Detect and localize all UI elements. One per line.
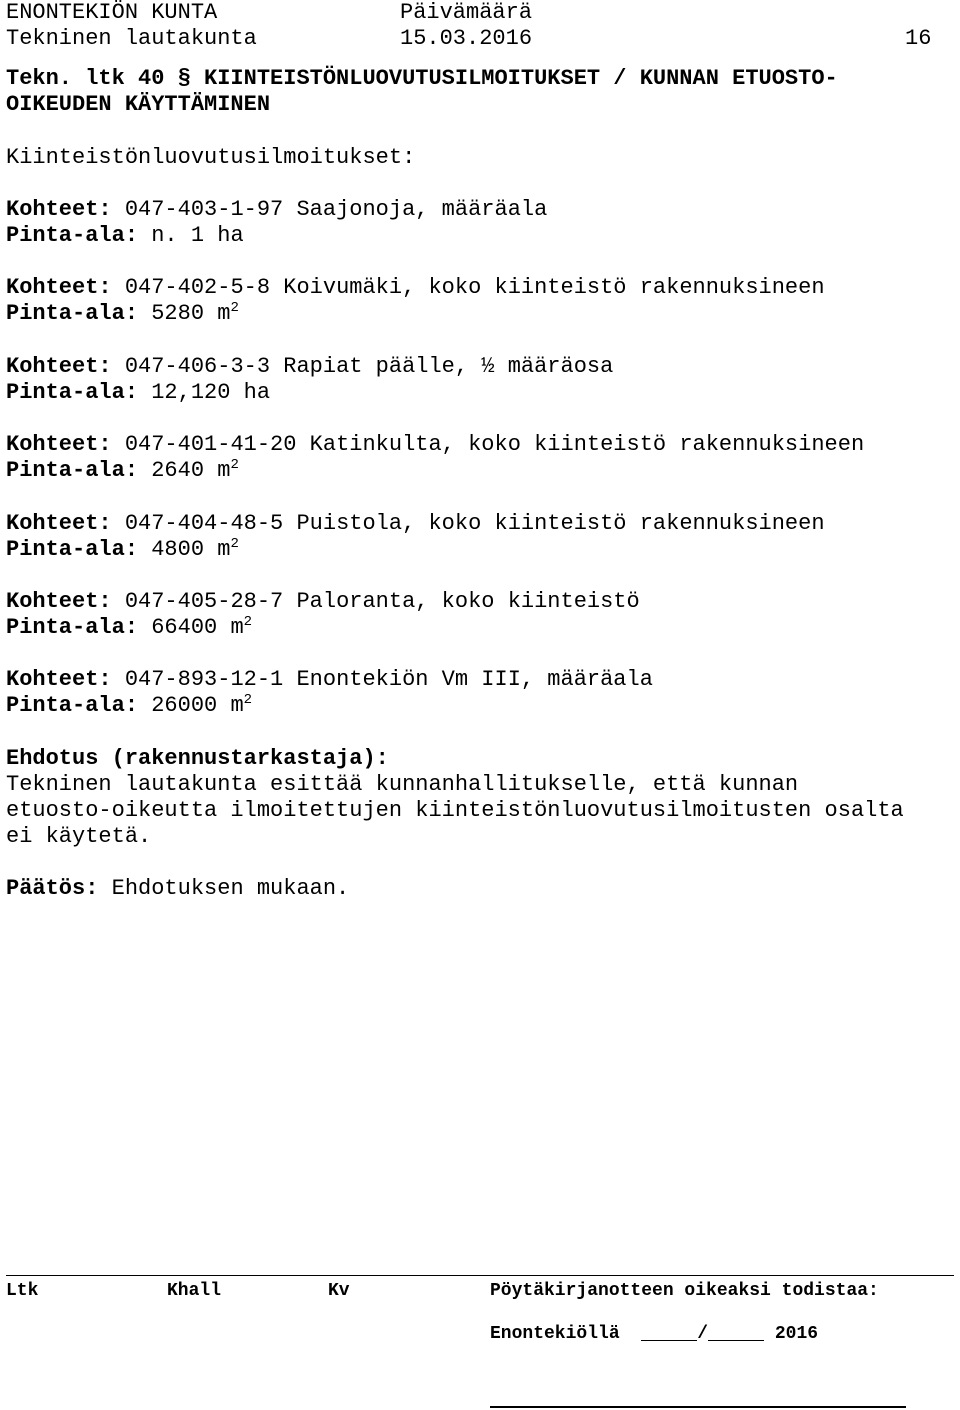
property-entry bbox=[6, 511, 825, 563]
property-entry bbox=[6, 354, 613, 406]
target-label: Kohteet: bbox=[6, 354, 112, 379]
footer-date-line bbox=[490, 1321, 818, 1347]
property-entry bbox=[6, 589, 640, 641]
target-value: 047-401-41-20 Katinkulta, koko kiinteistö rakennuksineen bbox=[124, 432, 865, 457]
area-label: Pinta-ala: bbox=[6, 223, 139, 248]
proposal-section bbox=[6, 746, 904, 850]
target-label: Kohteet: bbox=[6, 197, 112, 222]
area-label: Pinta-ala: bbox=[6, 301, 139, 326]
section-title-line2: OIKEUDEN KÄYTTÄMINEN bbox=[6, 92, 271, 117]
area-label: Pinta-ala: bbox=[6, 537, 139, 562]
footer-slash: / bbox=[697, 1324, 709, 1344]
property-entry bbox=[6, 197, 547, 249]
square-superscript: 2 bbox=[243, 692, 253, 708]
square-superscript: 2 bbox=[230, 457, 239, 473]
target-value: 047-404-48-5 Puistola, koko kiinteistö rakennuksineen bbox=[124, 511, 825, 536]
footer-divider bbox=[6, 1275, 954, 1276]
area-value: 5280 m bbox=[151, 301, 231, 326]
property-entry bbox=[6, 667, 653, 719]
square-superscript: 2 bbox=[230, 536, 239, 552]
proposal-label: Ehdotus (rakennustarkastaja): bbox=[6, 746, 389, 771]
proposal-text-line1: Tekninen lautakunta esittää kunnanhallitukselle, että kunnan bbox=[6, 772, 799, 797]
area-value: 26000 m bbox=[151, 693, 244, 718]
day-blank bbox=[641, 1322, 697, 1341]
target-value: 047-406-3-3 Rapiat päälle, ½ määräosa bbox=[124, 354, 614, 379]
decision-text: Ehdotuksen mukaan. bbox=[111, 876, 350, 901]
area-label: Pinta-ala: bbox=[6, 693, 139, 718]
month-blank bbox=[708, 1322, 764, 1341]
target-value: 047-405-28-7 Paloranta, koko kiinteistö bbox=[124, 589, 640, 614]
target-value: 047-893-12-1 Enontekiön Vm III, määräala bbox=[124, 667, 653, 692]
property-entry bbox=[6, 275, 825, 327]
area-label: Pinta-ala: bbox=[6, 615, 139, 640]
target-label: Kohteet: bbox=[6, 275, 112, 300]
board-name: Tekninen lautakunta bbox=[6, 26, 257, 51]
area-value: 66400 m bbox=[151, 615, 244, 640]
area-value: 12,120 ha bbox=[151, 380, 271, 405]
area-label: Pinta-ala: bbox=[6, 458, 139, 483]
decision-label: Päätös: bbox=[6, 876, 99, 901]
footer-place: Enontekiöllä bbox=[490, 1324, 620, 1344]
square-superscript: 2 bbox=[230, 300, 239, 316]
footer-khall: Khall bbox=[167, 1281, 222, 1301]
signature-line bbox=[490, 1406, 906, 1408]
target-label: Kohteet: bbox=[6, 667, 112, 692]
target-label: Kohteet: bbox=[6, 511, 112, 536]
page-number: 16 bbox=[905, 26, 932, 51]
subheading: Kiinteistönluovutusilmoitukset: bbox=[6, 145, 416, 170]
target-label: Kohteet: bbox=[6, 432, 112, 457]
section-title-line1: Tekn. ltk 40 § KIINTEISTÖNLUOVUTUSILMOITUKSET / KUNNAN ETUOSTO- bbox=[6, 66, 838, 91]
area-value: 4800 m bbox=[151, 537, 231, 562]
area-value: 2640 m bbox=[151, 458, 231, 483]
footer-ltk: Ltk bbox=[6, 1281, 39, 1301]
target-label: Kohteet: bbox=[6, 589, 112, 614]
square-superscript: 2 bbox=[243, 614, 253, 630]
area-value: n. 1 ha bbox=[151, 223, 244, 248]
property-entry bbox=[6, 432, 864, 484]
footer-kv: Kv bbox=[328, 1281, 350, 1301]
target-value: 047-403-1-97 Saajonoja, määräala bbox=[124, 197, 548, 222]
date-label: Päivämäärä bbox=[400, 0, 533, 25]
area-label: Pinta-ala: bbox=[6, 380, 139, 405]
municipality-name: ENONTEKIÖN KUNTA bbox=[6, 0, 218, 25]
footer-certify-label: Pöytäkirjanotteen oikeaksi todistaa: bbox=[490, 1281, 879, 1301]
decision bbox=[6, 876, 349, 902]
proposal-text-line3: ei käytetä. bbox=[6, 824, 152, 849]
target-value: 047-402-5-8 Koivumäki, koko kiinteistö rakennuksineen bbox=[124, 275, 825, 300]
footer-year: 2016 bbox=[774, 1324, 819, 1344]
meeting-date: 15.03.2016 bbox=[400, 26, 533, 51]
proposal-text-line2: etuosto-oikeutta ilmoitettujen kiinteistönluovutusilmoitusten osalta bbox=[6, 798, 904, 823]
